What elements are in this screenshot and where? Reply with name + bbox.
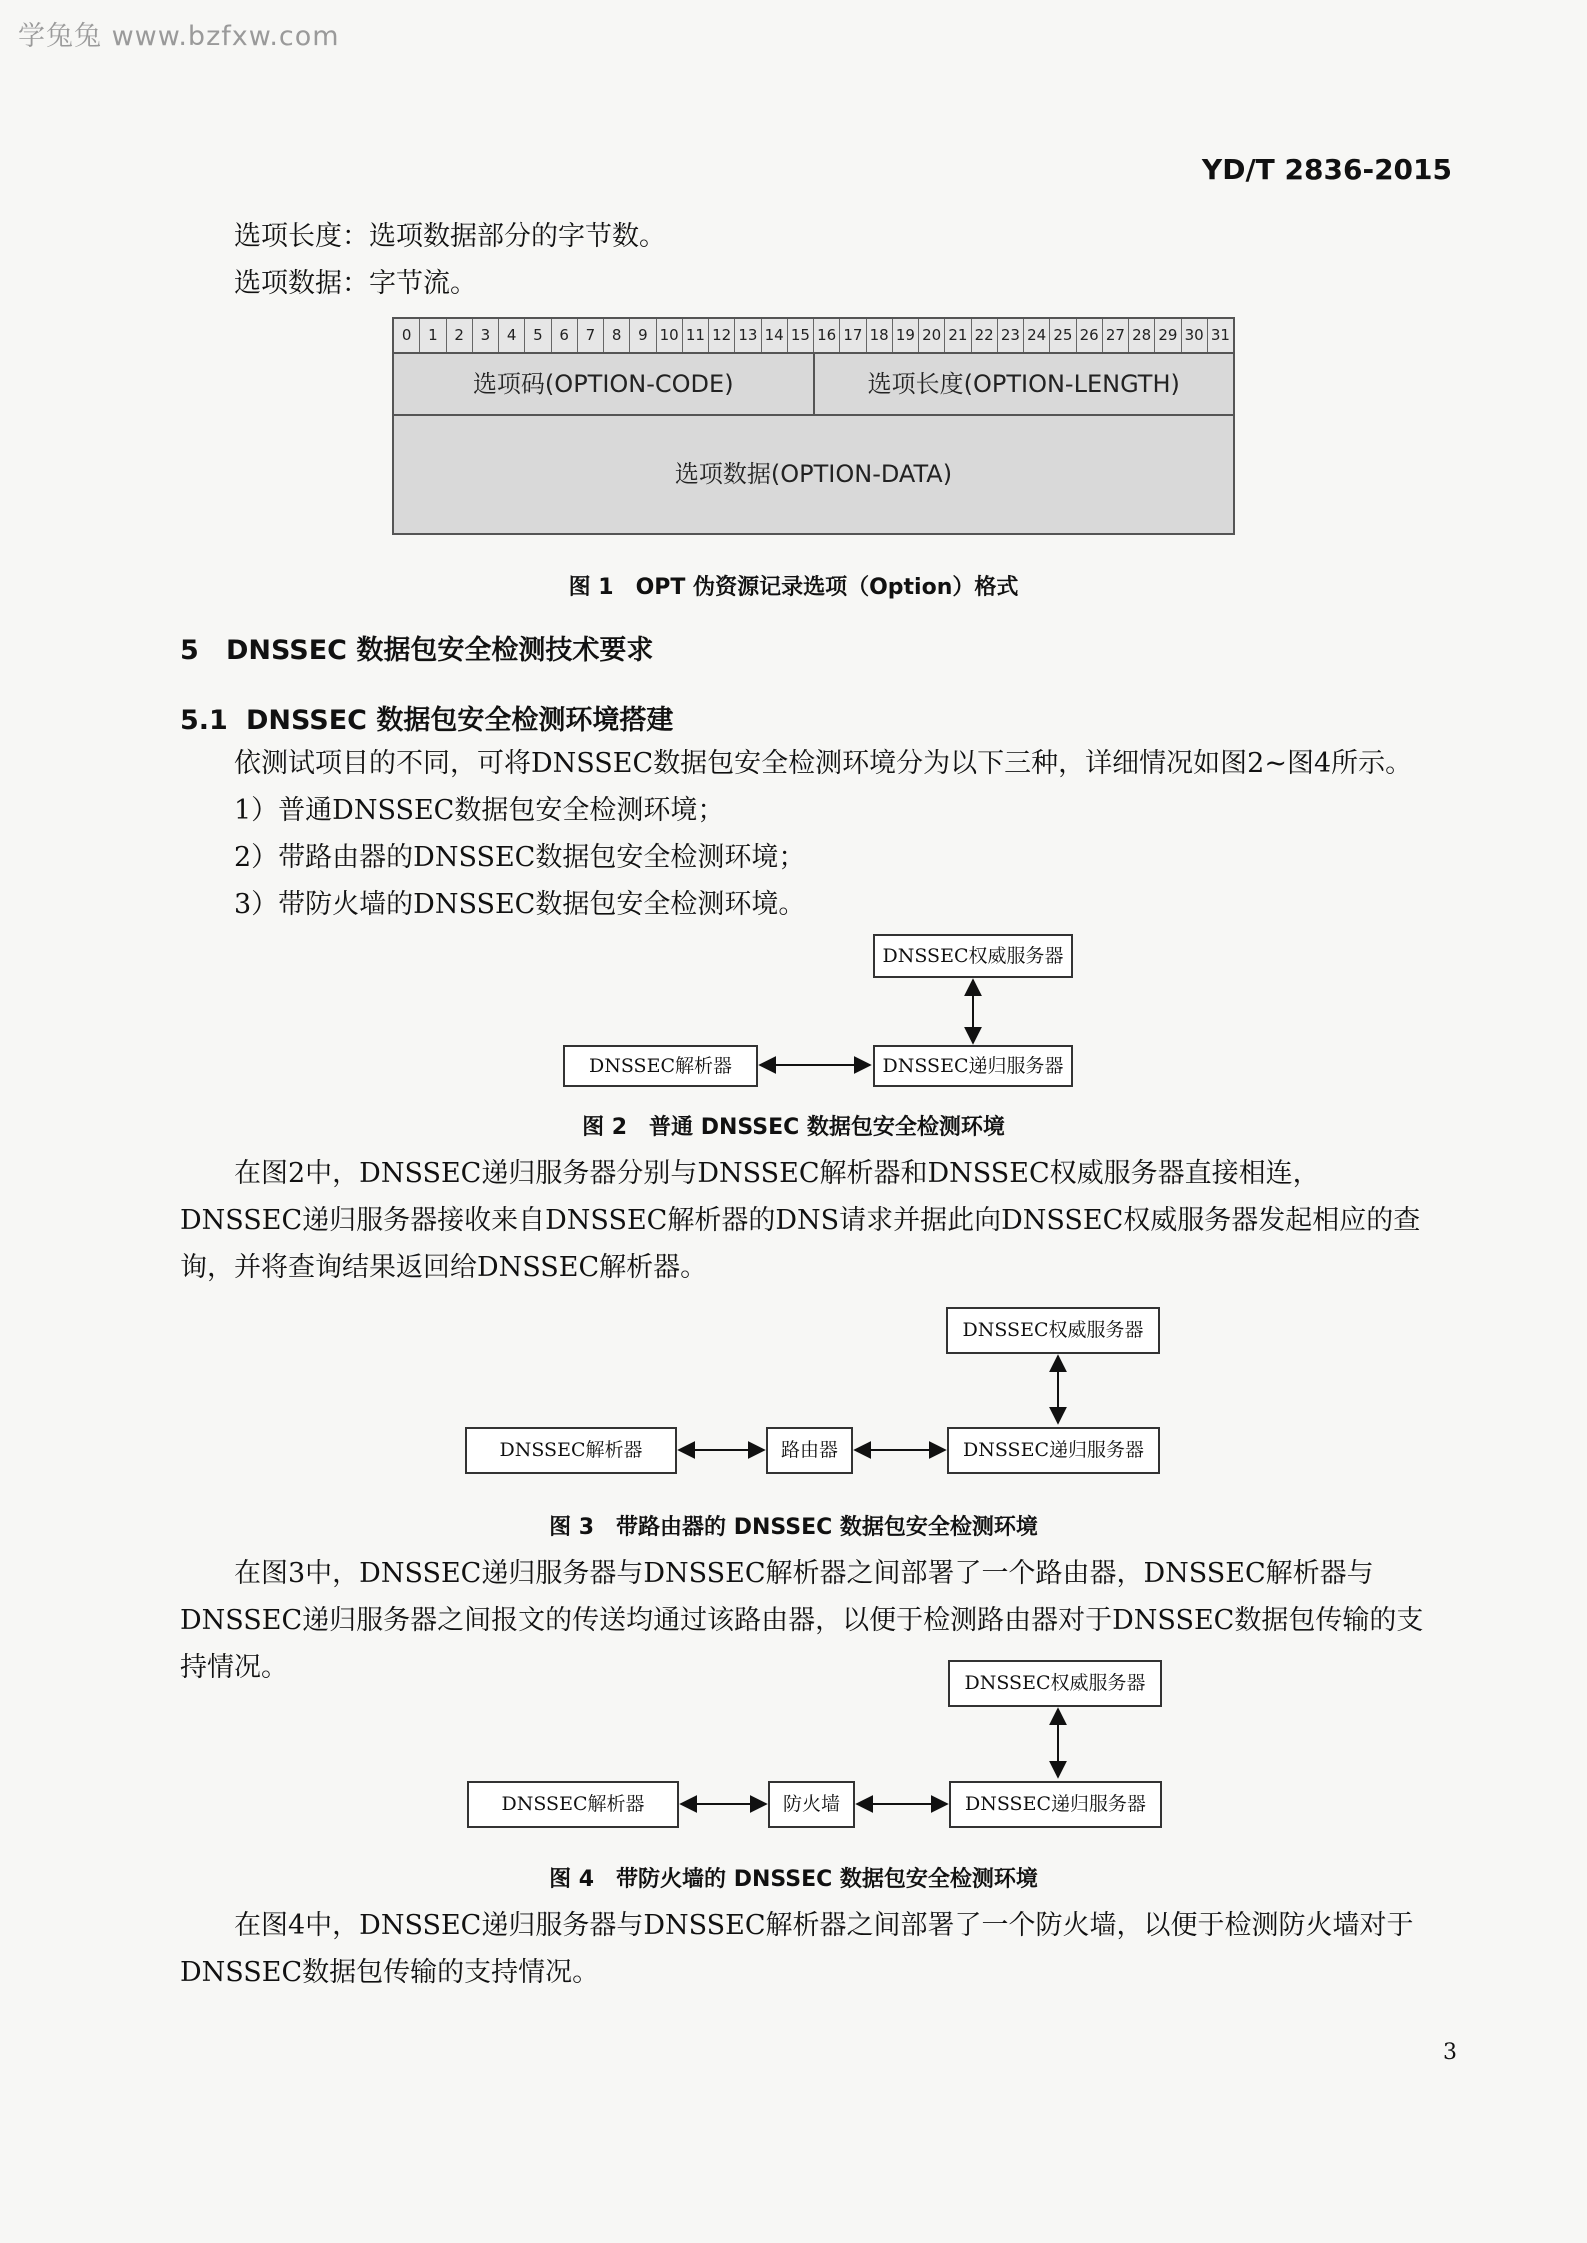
figure3-caption: 图 3 带路由器的 DNSSEC 数据包安全检测环境 bbox=[549, 1515, 1038, 1540]
bit-cell: 6 bbox=[552, 319, 578, 352]
standard-number: YD/T 2836-2015 bbox=[1201, 153, 1452, 186]
bit-cell: 29 bbox=[1155, 319, 1181, 352]
bit-cell: 22 bbox=[972, 319, 998, 352]
fig2-resolver-box: DNSSEC解析器 bbox=[563, 1045, 758, 1087]
figure3-description: 在图3中，DNSSEC递归服务器与DNSSEC解析器之间部署了一个路由器，DNSSEC解析器与DNSSEC递归服务器之间报文的传送均通过该路由器，以便于检测路由器对于DNSSEC数据包传输的支持情况。 bbox=[180, 1558, 1424, 1683]
bit-cell: 31 bbox=[1210, 326, 1230, 344]
figure4-caption: 图 4 带防火墙的 DNSSEC 数据包安全检测环境 bbox=[549, 1867, 1038, 1892]
watermark: 学兔兔 www.bzfxw.com bbox=[18, 21, 340, 52]
option-data-field: 选项数据(OPTION-DATA) bbox=[674, 460, 953, 488]
bit-cell: 3 bbox=[473, 319, 499, 352]
fig3-router-box: 路由器 bbox=[766, 1427, 853, 1474]
list-item-2: 2）带路由器的DNSSEC数据包安全检测环境； bbox=[234, 842, 806, 873]
bit-cell: 8 bbox=[604, 319, 630, 352]
bit-cell: 7 bbox=[578, 319, 604, 352]
bit-cell: 19 bbox=[893, 319, 919, 352]
fig4-auth-server-box: DNSSEC权威服务器 bbox=[948, 1660, 1162, 1707]
figure1-caption: 图 1 OPT 伪资源记录选项（Option）格式 bbox=[568, 575, 1019, 600]
figure2-description: 在图2中，DNSSEC递归服务器分别与DNSSEC解析器和DNSSEC权威服务器直接相连，DNSSEC递归服务器接收来自DNSSEC解析器的DNS请求并据此向DNSSEC权威服务器发起相应的查询，并将查询结果返回给DNSSEC解析器。 bbox=[180, 1158, 1421, 1283]
bit-cell: 5 bbox=[525, 319, 551, 352]
fig2-recursive-server-box: DNSSEC递归服务器 bbox=[873, 1045, 1073, 1087]
figure4-description: 在图4中，DNSSEC递归服务器与DNSSEC解析器之间部署了一个防火墙，以便于检测防火墙对于DNSSEC数据包传输的支持情况。 bbox=[180, 1910, 1414, 1988]
bit-cell: 12 bbox=[709, 319, 735, 352]
list-item-3: 3）带防火墙的DNSSEC数据包安全检测环境。 bbox=[234, 889, 806, 920]
bit-cell: 4 bbox=[499, 319, 525, 352]
bit-cell: 10 bbox=[657, 319, 683, 352]
bit-cell: 20 bbox=[919, 319, 945, 352]
fig3-resolver-box: DNSSEC解析器 bbox=[465, 1427, 677, 1474]
option-data-text: 选项数据：字节流。 bbox=[234, 268, 477, 299]
bit-cell: 11 bbox=[683, 319, 709, 352]
bit-cell: 24 bbox=[1024, 319, 1050, 352]
list-item-1: 1）普通DNSSEC数据包安全检测环境； bbox=[234, 795, 725, 826]
bit-cell: 23 bbox=[998, 319, 1024, 352]
bit-cell: 14 bbox=[762, 319, 788, 352]
option-length-text: 选项长度：选项数据部分的字节数。 bbox=[234, 221, 666, 252]
bit-cell: 28 bbox=[1129, 319, 1155, 352]
fig4-recursive-server-box: DNSSEC递归服务器 bbox=[949, 1781, 1162, 1828]
fig3-auth-server-box: DNSSEC权威服务器 bbox=[946, 1307, 1160, 1354]
section5-1-number: 5.1 bbox=[180, 705, 228, 736]
bit-cell: 2 bbox=[447, 319, 473, 352]
bit-cell: 9 bbox=[630, 319, 656, 352]
bit-cell: 26 bbox=[1077, 319, 1103, 352]
bit-cell: 16 bbox=[814, 319, 840, 352]
bit-cell: 1 bbox=[420, 319, 446, 352]
section5-1-title: DNSSEC 数据包安全检测环境搭建 bbox=[246, 705, 674, 736]
section5-1-intro: 依测试项目的不同，可将DNSSEC数据包安全检测环境分为以下三种，详细情况如图2~图4所示。 bbox=[234, 748, 1413, 779]
bit-cell: 27 bbox=[1103, 319, 1129, 352]
section5-title: DNSSEC 数据包安全检测技术要求 bbox=[226, 635, 654, 666]
fig2-auth-server-box: DNSSEC权威服务器 bbox=[873, 934, 1073, 978]
bit-cell: 15 bbox=[788, 319, 814, 352]
fig4-firewall-box: 防火墙 bbox=[768, 1781, 855, 1828]
bit-cell: 0 bbox=[394, 319, 420, 352]
option-length-field: 选项长度(OPTION-LENGTH) bbox=[867, 370, 1180, 398]
bit-cell: 25 bbox=[1050, 319, 1076, 352]
page-number: 3 bbox=[1443, 2040, 1457, 2065]
bit-cell: 17 bbox=[840, 319, 866, 352]
bit-cell: 30 bbox=[1182, 319, 1208, 352]
fig3-recursive-server-box: DNSSEC递归服务器 bbox=[947, 1427, 1160, 1474]
bit-cell: 13 bbox=[735, 319, 761, 352]
section5-number: 5 bbox=[180, 635, 199, 666]
fig4-resolver-box: DNSSEC解析器 bbox=[467, 1781, 679, 1828]
bit-cell: 18 bbox=[867, 319, 893, 352]
figure2-caption: 图 2 普通 DNSSEC 数据包安全检测环境 bbox=[582, 1115, 1005, 1140]
option-code-field: 选项码(OPTION-CODE) bbox=[394, 354, 815, 414]
bit-cell: 21 bbox=[945, 319, 971, 352]
